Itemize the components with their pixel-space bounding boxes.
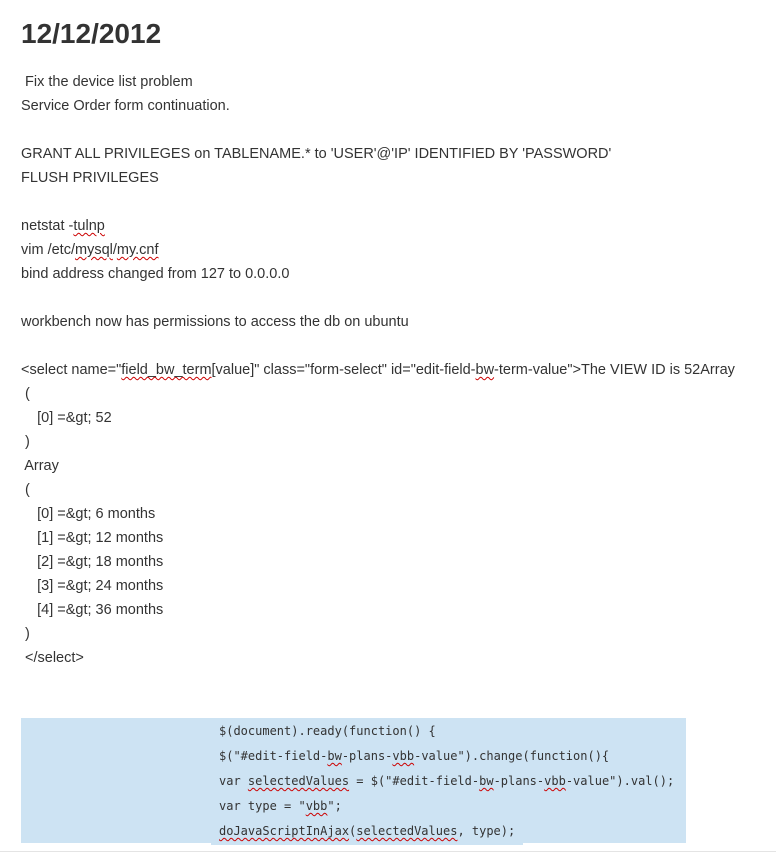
page-divider [0, 851, 776, 852]
array-open-paren: ( [21, 386, 30, 402]
code-token: "; [327, 799, 342, 813]
code-token: -plans- [493, 774, 545, 788]
array-item: [3] =&gt; 24 months [21, 578, 164, 594]
note-line-grant-sql: GRANT ALL PRIVILEGES on TABLENAME.* to 'USER'@'IP' IDENTIFIED BY 'PASSWORD' [21, 146, 612, 162]
note-line-todo-1: Fix the device list problem [21, 74, 193, 90]
array-item: [2] =&gt; 18 months [21, 554, 164, 570]
code-token-selected-values: selectedValues [247, 774, 350, 788]
note-line-vim [21, 240, 159, 260]
code-token: var [219, 774, 248, 788]
select-close-tag: </select> [21, 650, 84, 666]
code-token: -value").val(); [565, 774, 675, 788]
select-id-bw: bw [475, 362, 495, 378]
array-item: [0] =&gt; 52 [21, 410, 112, 426]
code-token: var type = " [219, 799, 306, 813]
code-token-bw: bw [479, 774, 494, 788]
code-token: $("#edit-field- [219, 749, 328, 763]
code-line-3[interactable] [219, 772, 674, 790]
array-open-paren: ( [21, 482, 30, 498]
vim-dir: mysql [74, 242, 113, 258]
netstat-prefix: netstat - [21, 218, 74, 234]
code-token-vbb: vbb [544, 774, 566, 788]
code-token-vbb: vbb [392, 749, 415, 763]
vim-sep: / [112, 242, 117, 258]
code-token-function-name: doJavaScriptInAjax [219, 824, 350, 838]
array-item: [0] =&gt; 6 months [21, 506, 156, 522]
select-dump-line [21, 360, 735, 380]
vim-file: my.cnf [116, 242, 159, 258]
array-keyword: Array [21, 458, 59, 474]
array-item: [4] =&gt; 36 months [21, 602, 164, 618]
vim-prefix: vim /etc/ [21, 242, 75, 258]
array-close-paren: ) [21, 434, 30, 450]
note-line-workbench: workbench now has permissions to access the db on ubuntu [21, 314, 409, 330]
note-line-netstat [21, 216, 105, 236]
select-name-rest: [value]" class="form-select" id="edit-field- [211, 362, 476, 378]
select-prefix: <select name=" [21, 362, 122, 378]
code-token: , type); [457, 824, 516, 838]
array-item: [1] =&gt; 12 months [21, 530, 164, 546]
note-line-todo-2: Service Order form continuation. [21, 98, 230, 114]
post-date-title: 12/12/2012 [21, 18, 162, 49]
code-token-vbb: vbb [305, 799, 328, 813]
note-line-bind-address: bind address changed from 127 to 0.0.0.0 [21, 266, 290, 282]
select-name-value: field_bw_term [121, 362, 212, 378]
code-token: = $("#edit-field- [349, 774, 480, 788]
select-id-rest: -term-value">The VIEW ID is 52Array [494, 362, 735, 378]
code-line-5[interactable] [219, 822, 515, 840]
code-token: ( [349, 824, 357, 838]
note-line-flush-sql: FLUSH PRIVILEGES [21, 170, 159, 186]
code-token: -value").change(function(){ [414, 749, 610, 763]
code-line-4[interactable] [219, 797, 342, 815]
code-token-bw: bw [327, 749, 342, 763]
array-close-paren: ) [21, 626, 30, 642]
code-token-selected-values: selectedValues [356, 824, 458, 838]
netstat-flags: tulnp [73, 218, 105, 234]
code-token: -plans- [341, 749, 393, 763]
code-line-1[interactable]: $(document).ready(function() { [219, 724, 436, 738]
code-line-2[interactable] [219, 747, 609, 765]
